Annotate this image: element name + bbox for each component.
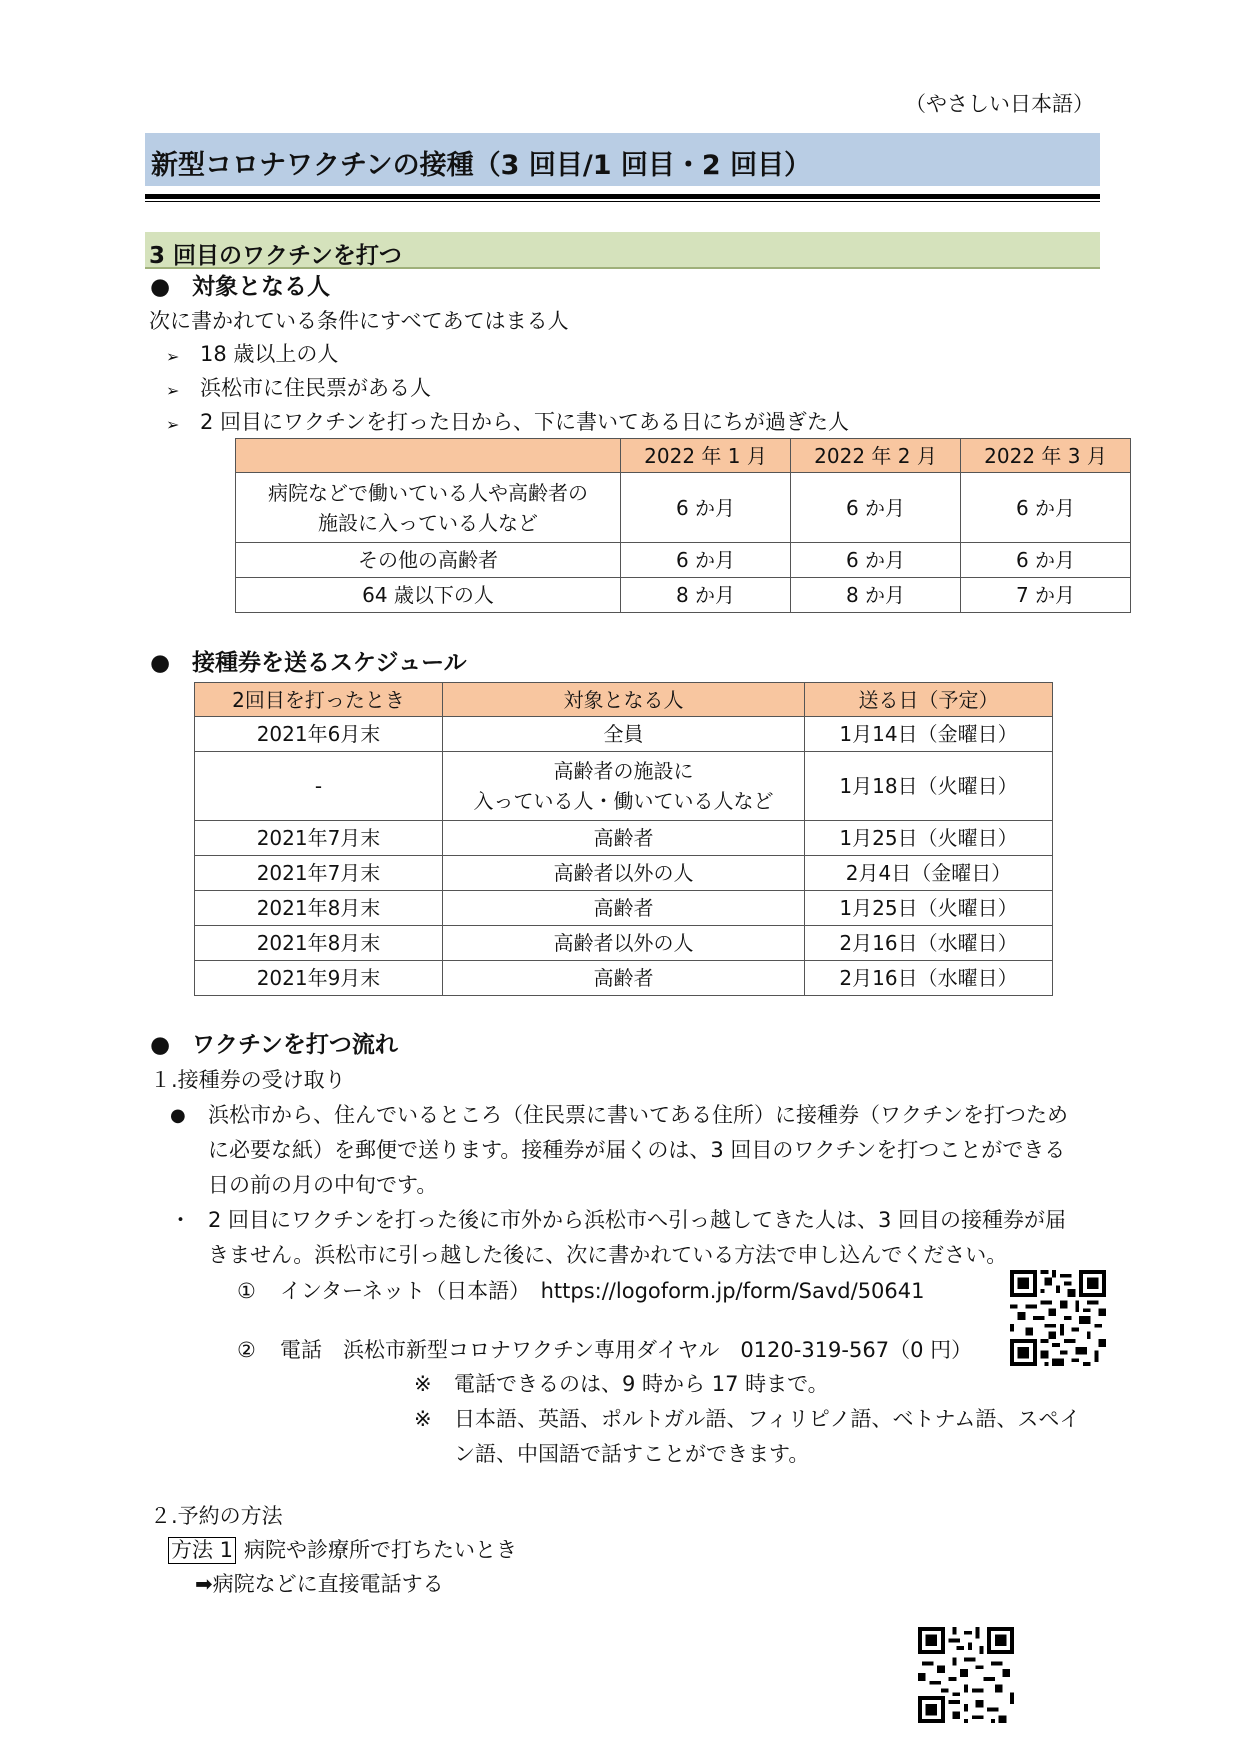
- table-cell: 8 か月: [621, 578, 791, 613]
- table-cell: 高齢者: [443, 891, 805, 926]
- table-cell: 2021年7月末: [195, 821, 443, 856]
- table-cell: 2月4日（金曜日）: [805, 856, 1053, 891]
- bullet-icon: ●: [150, 650, 171, 676]
- table-cell: 高齢者: [443, 821, 805, 856]
- arrow-icon: ➢: [166, 347, 180, 366]
- page-title: 新型コロナワクチンの接種（3 回目/1 回目・2 回目）: [151, 150, 812, 181]
- note-bullet-icon: ・: [170, 1208, 191, 1232]
- table-row: [236, 473, 1131, 543]
- condition-1: 18 歳以上の人: [200, 342, 339, 366]
- interval-header-feb: 2022 年 2 月: [791, 439, 961, 473]
- header-note: （やさしい日本語）: [905, 92, 1094, 116]
- phone-note-languages-line2: ン語、中国語で話すことができます。: [454, 1442, 810, 1466]
- arrow-icon: ➢: [166, 381, 180, 400]
- table-row: [236, 543, 1131, 578]
- table-cell: 8 か月: [791, 578, 961, 613]
- table-cell: -: [195, 752, 443, 821]
- flow-heading: ワクチンを打つ流れ: [192, 1032, 398, 1058]
- schedule-header-when: 2回目を打ったとき: [195, 683, 443, 717]
- table-cell: 6 か月: [791, 543, 961, 578]
- phone-note-languages-line1: 日本語、英語、ポルトガル語、フィリピノ語、ベトナム語、スペイ: [454, 1407, 1081, 1431]
- title-rule-thin: [145, 201, 1100, 202]
- note-text-line2: きません。浜松市に引っ越した後に、次に書かれている方法で申し込んでください。: [208, 1243, 1008, 1267]
- bullet-icon: ●: [170, 1105, 186, 1126]
- table-cell: 高齢者以外の人: [443, 926, 805, 961]
- kome-mark: ※: [414, 1372, 432, 1396]
- row-label: その他の高齢者: [236, 543, 621, 578]
- interval-table: [235, 438, 1131, 613]
- table-row: [236, 578, 1131, 613]
- kome-mark: ※: [414, 1407, 432, 1431]
- table-cell: 2021年9月末: [195, 961, 443, 996]
- table-cell: 2021年8月末: [195, 891, 443, 926]
- table-cell: 1月14日（金曜日）: [805, 717, 1053, 752]
- method2-phone[interactable]: 電話 浜松市新型コロナワクチン専用ダイヤル 0120-319-567（0 円）: [280, 1338, 973, 1362]
- table-cell: 6 か月: [621, 473, 791, 543]
- method-box: 方法 1: [168, 1537, 236, 1564]
- target-heading: 対象となる人: [192, 274, 330, 300]
- table-cell: 全員: [443, 717, 805, 752]
- step1-text-line2: に必要な紙）を郵便で送ります。接種券が届くのは、3 回目のワクチンを打つことができる: [208, 1138, 1066, 1162]
- schedule-table: [194, 682, 1053, 996]
- phone-note-hours: 電話できるのは、9 時から 17 時まで。: [454, 1372, 829, 1396]
- method-box-text: 病院や診療所で打ちたいとき: [244, 1538, 517, 1562]
- table-row: [195, 891, 1053, 926]
- step1-text-line3: 日の前の月の中旬です。: [208, 1173, 438, 1197]
- interval-header-mar: 2022 年 3 月: [961, 439, 1131, 473]
- table-cell: 高齢者の施設に 入っている人・働いている人など: [443, 752, 805, 821]
- table-cell: 1月25日（火曜日）: [805, 821, 1053, 856]
- step2-title: ２.予約の方法: [150, 1504, 283, 1528]
- row-label: 病院などで働いている人や高齢者の 施設に入っている人など: [236, 473, 621, 543]
- method2-marker: ②: [237, 1338, 256, 1362]
- table-row: [195, 926, 1053, 961]
- schedule-heading: 接種券を送るスケジュール: [192, 650, 467, 676]
- table-row: [195, 961, 1053, 996]
- table-cell: 6 か月: [961, 543, 1131, 578]
- row-label: 64 歳以下の人: [236, 578, 621, 613]
- bullet-icon: ●: [150, 274, 171, 300]
- table-cell: 高齢者: [443, 961, 805, 996]
- table-cell: 高齢者以外の人: [443, 856, 805, 891]
- schedule-header-target: 対象となる人: [443, 683, 805, 717]
- step1-text-line1: 浜松市から、住んでいるところ（住民票に書いてある住所）に接種券（ワクチンを打つため: [208, 1103, 1068, 1127]
- table-cell: 2月16日（水曜日）: [805, 961, 1053, 996]
- method1-marker: ①: [237, 1279, 256, 1303]
- target-intro: 次に書かれている条件にすべてあてはまる人: [149, 309, 569, 333]
- method-arrow-text: ➡病院などに直接電話する: [195, 1572, 444, 1596]
- table-cell: 7 か月: [961, 578, 1131, 613]
- qr-code-icon[interactable]: [1010, 1270, 1106, 1366]
- note-text-line1: 2 回目にワクチンを打った後に市外から浜松市へ引っ越してきた人は、3 回目の接種券が届: [208, 1208, 1067, 1232]
- interval-header-empty: [236, 439, 621, 473]
- section-heading-bar: [145, 232, 1100, 269]
- table-row: [195, 821, 1053, 856]
- section-heading: 3 回目のワクチンを打つ: [149, 243, 402, 269]
- table-cell: 1月18日（火曜日）: [805, 752, 1053, 821]
- arrow-icon: ➢: [166, 415, 180, 434]
- table-cell: 2月16日（水曜日）: [805, 926, 1053, 961]
- step1-title: １.接種券の受け取り: [150, 1068, 346, 1092]
- table-cell: 2021年7月末: [195, 856, 443, 891]
- table-row: [195, 752, 1053, 821]
- table-cell: 6 か月: [961, 473, 1131, 543]
- interval-header-jan: 2022 年 1 月: [621, 439, 791, 473]
- table-cell: 6 か月: [621, 543, 791, 578]
- title-rule: [145, 194, 1100, 199]
- table-cell: 2021年6月末: [195, 717, 443, 752]
- condition-3: 2 回目にワクチンを打った日から、下に書いてある日にちが過ぎた人: [200, 410, 849, 434]
- table-cell: 6 か月: [791, 473, 961, 543]
- condition-2: 浜松市に住民票がある人: [200, 376, 431, 400]
- method1-internet[interactable]: インターネット（日本語） https://logoform.jp/form/Savd/50641: [280, 1279, 925, 1303]
- title-bar: [145, 133, 1100, 186]
- table-cell: 2021年8月末: [195, 926, 443, 961]
- table-cell: 1月25日（火曜日）: [805, 891, 1053, 926]
- schedule-header-date: 送る日（予定）: [805, 683, 1053, 717]
- table-row: [195, 856, 1053, 891]
- qr-code-icon[interactable]: [918, 1627, 1014, 1723]
- bullet-icon: ●: [150, 1032, 171, 1058]
- table-row: [195, 717, 1053, 752]
